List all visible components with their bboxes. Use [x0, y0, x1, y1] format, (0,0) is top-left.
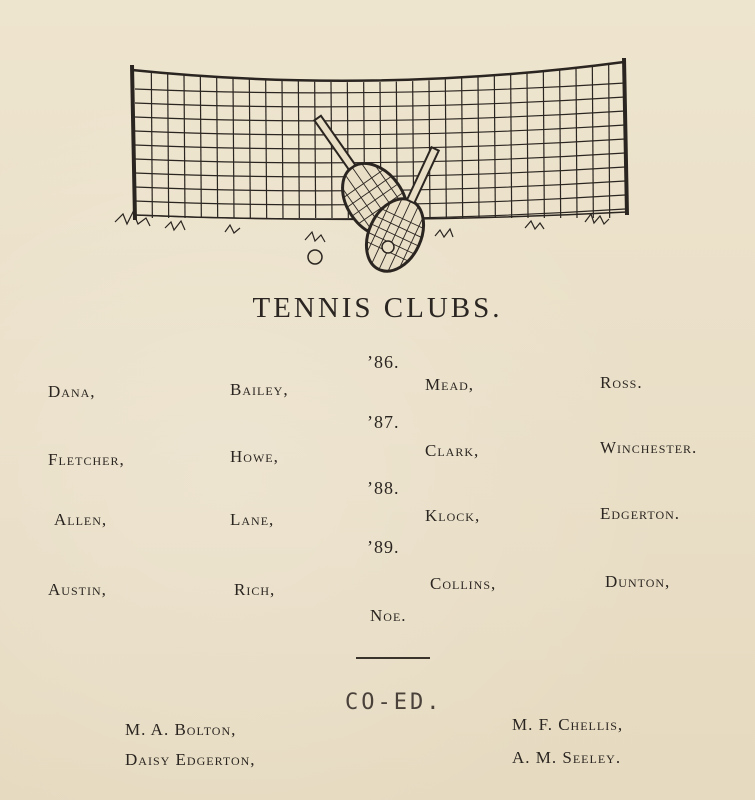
net-vertical-string [609, 64, 610, 218]
coed-member: A. M. Seeley. [512, 748, 622, 767]
class-year-87: ’87. [367, 412, 400, 432]
net-vertical-string [462, 79, 463, 218]
coed-heading: CO-ED. [345, 690, 443, 715]
net-vertical-string [151, 71, 152, 218]
class-year-86: ’86. [367, 352, 400, 372]
member-name: Howe, [230, 447, 279, 466]
coed-member: Daisy Edgerton, [125, 750, 256, 769]
member-name: Dunton, [605, 572, 671, 591]
net-vertical-string [494, 76, 495, 218]
page-title: TENNIS CLUBS. [252, 292, 503, 324]
member-name: Collins, [430, 574, 497, 593]
net-vertical-string [576, 68, 577, 218]
net-vertical-string [315, 82, 316, 218]
member-name: Bailey, [230, 380, 289, 399]
net-vertical-string [592, 66, 593, 218]
net-vertical-string [331, 82, 332, 218]
member-name: Rich, [234, 580, 276, 599]
member-name: Mead, [425, 375, 475, 394]
net-vertical-string [560, 70, 561, 218]
coed-member: M. F. Chellis, [512, 715, 624, 734]
net-vertical-string [478, 77, 479, 218]
member-name: Allen, [54, 510, 108, 529]
net-vertical-string [184, 74, 185, 218]
net-vertical-string [543, 71, 544, 218]
member-name: Austin, [48, 580, 107, 599]
member-name: Clark, [425, 441, 480, 460]
member-name: Edgerton. [600, 504, 681, 523]
net-vertical-string [445, 80, 446, 218]
net-vertical-string [298, 81, 299, 218]
member-name: Ross. [600, 373, 643, 392]
member-name: Dana, [48, 382, 96, 401]
coed-member: M. A. Bolton, [125, 720, 237, 739]
class-year-88: ’88. [367, 478, 400, 498]
member-name: Noe. [370, 606, 407, 625]
section-divider [356, 657, 430, 659]
net-vertical-string [527, 73, 528, 218]
net-vertical-string [511, 75, 512, 218]
member-name: Lane, [230, 510, 275, 529]
tennis-net-illustration [105, 50, 650, 275]
member-name: Fletcher, [48, 450, 125, 469]
class-year-89: ’89. [367, 537, 400, 557]
net-vertical-string [168, 73, 169, 218]
member-name: Winchester. [600, 438, 698, 457]
member-name: Klock, [425, 506, 481, 525]
